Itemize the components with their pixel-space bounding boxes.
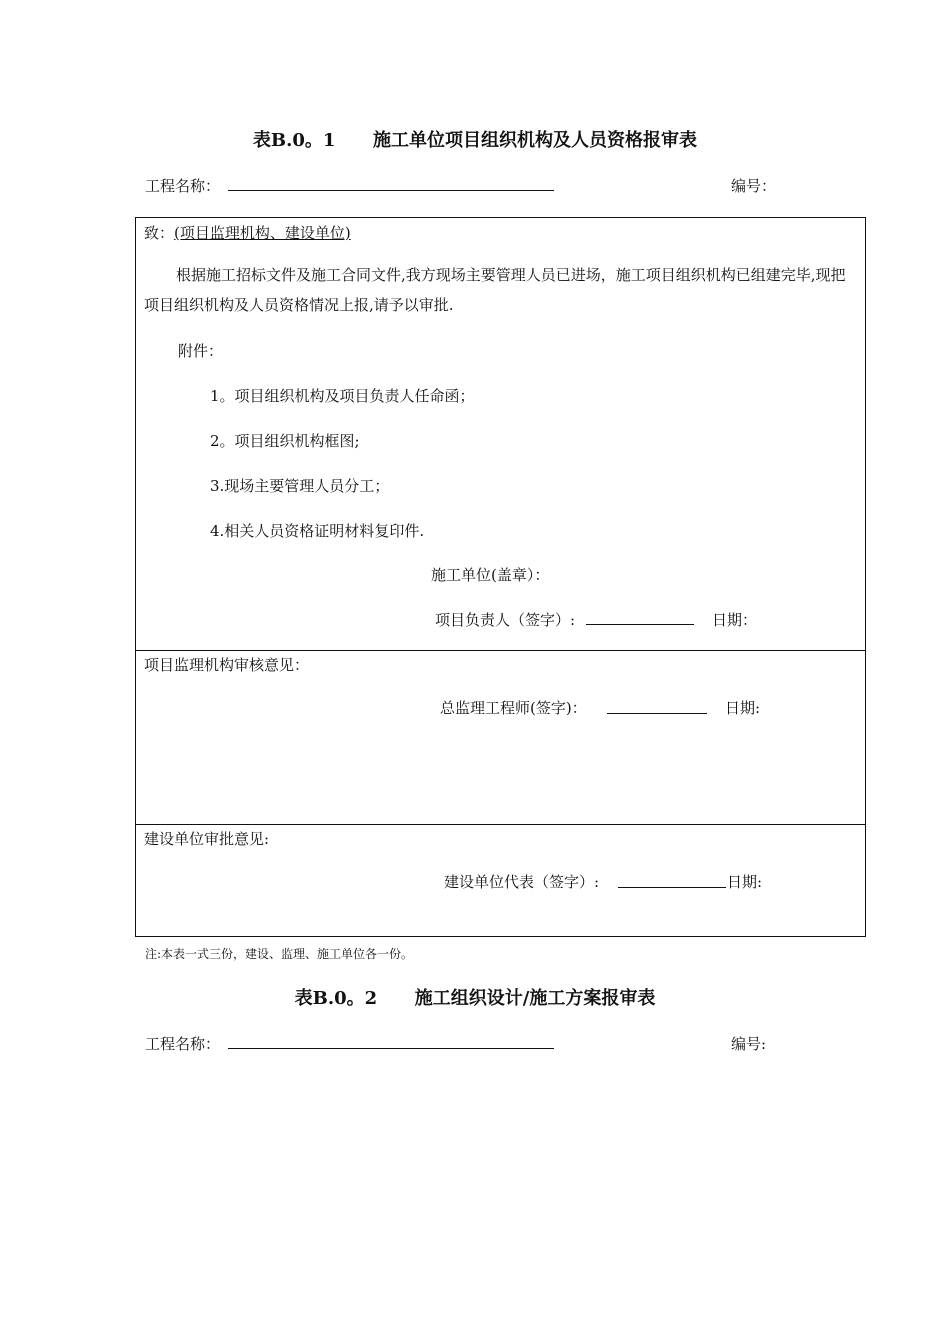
supervision-opinion-label: 项目监理机构审核意见： — [144, 656, 310, 674]
form1-title: 表B.0。1 施工单位项目组织机构及人员资格报审表 — [252, 130, 698, 151]
to-prefix: 致： — [144, 224, 175, 242]
attachment-item-3: 3.现场主要管理人员分工； — [210, 477, 390, 495]
date-label-2: 日期: — [725, 699, 761, 717]
owner-opinion-label: 建设单位审批意见: — [144, 830, 270, 848]
form1-project-name-field[interactable] — [228, 190, 554, 191]
owner-rep-signature-field[interactable] — [618, 887, 726, 888]
date-label-1: 日期： — [712, 611, 758, 629]
chief-supervisor-label: 总监理工程师(签字)： — [440, 699, 587, 717]
form1-table — [135, 217, 866, 937]
body-paragraph: 根据施工招标文件及施工合同文件,我方现场主要管理人员已进场，施工项目组织机构已组建完毕,现把项目组织机构及人员资格情况上报,请予以审批. — [144, 266, 846, 314]
project-manager-signature-field[interactable] — [586, 624, 694, 625]
project-manager-label: 项目负责人（签字）: — [435, 611, 576, 629]
to-recipient: (项目监理机构、建设单位) — [174, 224, 351, 242]
section-divider-1 — [136, 650, 865, 651]
section-divider-2 — [136, 824, 865, 825]
form2-project-name-field[interactable] — [228, 1048, 554, 1049]
to-line — [144, 222, 351, 243]
attachments-label: 附件： — [178, 342, 224, 360]
form1-note: 注:本表一式三份，建设、监理、施工单位各一份。 — [145, 947, 414, 961]
date-label-3: 日期: — [727, 873, 763, 891]
owner-rep-label: 建设单位代表（签字）: — [444, 873, 600, 891]
form2-title: 表B.0。2 施工组织设计/施工方案报审表 — [294, 988, 656, 1009]
form1-number-label: 编号： — [731, 177, 777, 195]
contractor-seal-label: 施工单位(盖章）： — [431, 566, 550, 584]
chief-supervisor-signature-field[interactable] — [607, 713, 707, 714]
form1-project-name-label: 工程名称： — [145, 177, 221, 195]
form2-project-name-label: 工程名称： — [145, 1035, 221, 1053]
attachment-item-2: 2。项目组织机构框图; — [210, 432, 360, 450]
attachment-item-1: 1。项目组织机构及项目负责人任命函； — [210, 387, 475, 405]
attachment-item-4: 4.相关人员资格证明材料复印件. — [210, 522, 425, 540]
form2-number-label: 编号: — [731, 1035, 767, 1053]
